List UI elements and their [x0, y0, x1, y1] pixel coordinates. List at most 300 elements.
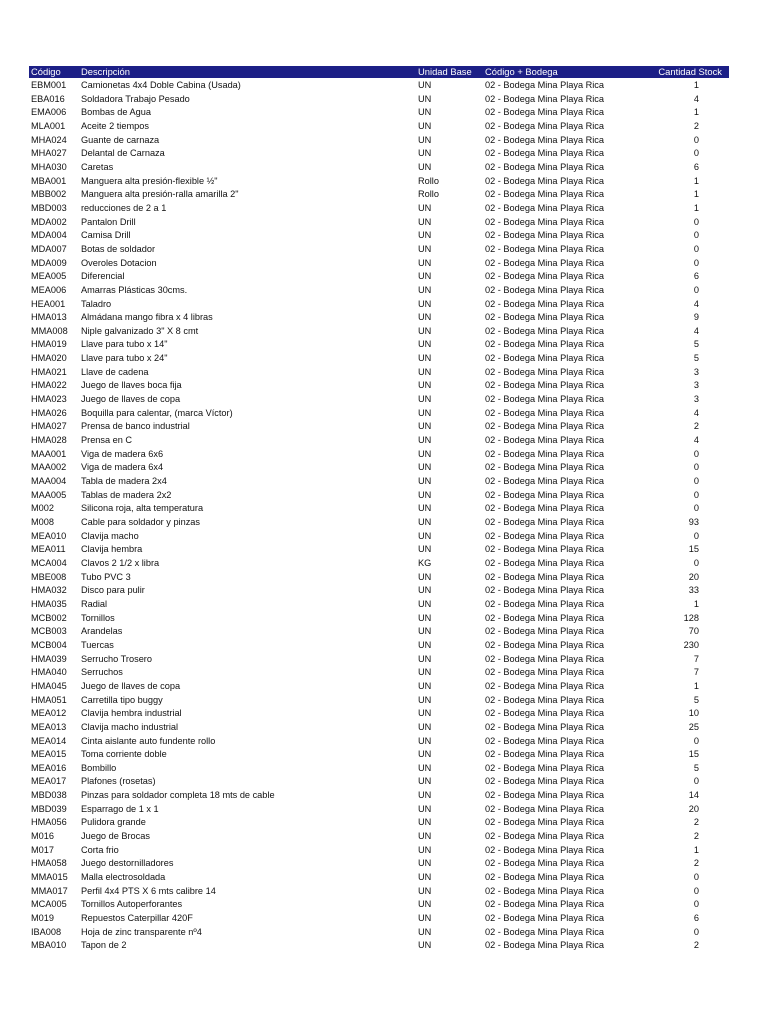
table-row[interactable] — [29, 871, 729, 885]
cell-quantity: 0 — [693, 448, 699, 459]
table-row[interactable] — [29, 270, 729, 284]
cell-warehouse: 02 - Bodega Mina Playa Rica — [485, 626, 604, 637]
cell-description: Repuestos Caterpillar 420F — [81, 913, 193, 924]
cell-quantity: 33 — [688, 585, 699, 596]
table-row[interactable] — [29, 803, 729, 817]
cell-warehouse: 02 - Bodega Mina Playa Rica — [485, 312, 604, 323]
table-row[interactable] — [29, 461, 729, 475]
cell-quantity: 128 — [683, 612, 699, 623]
cell-unit: UN — [418, 298, 432, 309]
cell-warehouse: 02 - Bodega Mina Playa Rica — [485, 257, 604, 268]
cell-code: MMA017 — [31, 885, 68, 896]
cell-unit: UN — [418, 284, 432, 295]
table-row[interactable] — [29, 680, 729, 694]
cell-code: MEA017 — [31, 776, 67, 787]
cell-unit: UN — [418, 312, 432, 323]
cell-quantity: 1 — [693, 80, 699, 90]
cell-unit: Rollo — [418, 189, 439, 200]
table-row[interactable] — [29, 475, 729, 489]
cell-description: Viga de madera 6x6 — [81, 448, 164, 459]
table-header — [29, 66, 729, 78]
table-row[interactable] — [29, 584, 729, 598]
cell-description: Cable para soldador y pinzas — [81, 517, 200, 527]
table-row[interactable] — [29, 175, 729, 189]
cell-unit: UN — [418, 216, 432, 227]
cell-warehouse: 02 - Bodega Mina Playa Rica — [485, 148, 604, 159]
cell-code: MEA014 — [31, 735, 67, 746]
cell-description: Botas de soldador — [81, 243, 156, 254]
cell-unit: UN — [418, 803, 432, 814]
cell-quantity: 1 — [693, 202, 699, 213]
cell-warehouse: 02 - Bodega Mina Playa Rica — [485, 161, 604, 172]
cell-quantity: 0 — [693, 230, 699, 241]
cell-quantity: 2 — [693, 817, 699, 828]
cell-unit: UN — [418, 202, 432, 213]
cell-unit: UN — [418, 899, 432, 910]
cell-unit: UN — [418, 680, 432, 691]
cell-description: Serruchos — [81, 667, 123, 678]
cell-unit: UN — [418, 571, 432, 582]
cell-unit: UN — [418, 421, 432, 432]
cell-quantity: 25 — [688, 721, 699, 732]
cell-code: MAA005 — [31, 489, 67, 500]
cell-description: Tornillos — [81, 612, 115, 623]
cell-warehouse: 02 - Bodega Mina Playa Rica — [485, 284, 604, 295]
cell-description: Juego de llaves de copa — [81, 394, 181, 405]
table-row[interactable] — [29, 639, 729, 653]
cell-code: MHA027 — [31, 148, 67, 159]
cell-warehouse: 02 - Bodega Mina Playa Rica — [485, 544, 604, 555]
cell-quantity: 6 — [693, 271, 699, 282]
table-row[interactable] — [29, 325, 729, 339]
cell-description: Tubo PVC 3 — [81, 571, 131, 582]
cell-quantity: 5 — [693, 762, 699, 773]
cell-quantity: 4 — [693, 93, 699, 104]
cell-warehouse: 02 - Bodega Mina Playa Rica — [485, 844, 604, 855]
cell-warehouse: 02 - Bodega Mina Playa Rica — [485, 776, 604, 787]
cell-unit: UN — [418, 721, 432, 732]
cell-unit: UN — [418, 489, 432, 500]
cell-code: HMA022 — [31, 380, 67, 391]
cell-warehouse: 02 - Bodega Mina Playa Rica — [485, 189, 604, 200]
cell-description: Caretas — [81, 161, 114, 172]
table-row[interactable] — [29, 598, 729, 612]
cell-code: EBA016 — [31, 93, 65, 104]
cell-description: Tabla de madera 2x4 — [81, 476, 167, 487]
cell-quantity: 9 — [693, 312, 699, 323]
cell-code: MAA002 — [31, 462, 67, 473]
cell-unit: UN — [418, 476, 432, 487]
table-row[interactable] — [29, 229, 729, 243]
cell-unit: UN — [418, 926, 432, 937]
table-row[interactable] — [29, 926, 729, 940]
table-row[interactable] — [29, 379, 729, 393]
cell-warehouse: 02 - Bodega Mina Playa Rica — [485, 926, 604, 937]
cell-warehouse: 02 - Bodega Mina Playa Rica — [485, 667, 604, 678]
cell-code: MEA010 — [31, 530, 67, 541]
cell-description: Delantal de Carnaza — [81, 148, 165, 159]
cell-unit: UN — [418, 858, 432, 869]
table-row[interactable] — [29, 79, 729, 93]
table-body — [29, 79, 729, 953]
table-row[interactable] — [29, 338, 729, 352]
cell-code: HMA035 — [31, 598, 67, 609]
cell-code: M017 — [31, 844, 54, 855]
table-row[interactable] — [29, 912, 729, 926]
cell-unit: UN — [418, 243, 432, 254]
table-row[interactable] — [29, 543, 729, 557]
cell-warehouse: 02 - Bodega Mina Playa Rica — [485, 940, 604, 951]
cell-code: MCA005 — [31, 899, 67, 910]
cell-description: Clavos 2 1/2 x libra — [81, 557, 160, 568]
cell-description: Camionetas 4x4 Doble Cabina (Usada) — [81, 80, 241, 90]
cell-description: Hoja de zinc transparente nº4 — [81, 926, 202, 937]
cell-description: Viga de madera 6x4 — [81, 462, 164, 473]
cell-unit: UN — [418, 271, 432, 282]
table-row[interactable] — [29, 939, 729, 953]
cell-code: HMA058 — [31, 858, 67, 869]
cell-description: Tapon de 2 — [81, 940, 127, 951]
cell-quantity: 2 — [693, 831, 699, 842]
inventory-table — [29, 66, 729, 953]
header-quantity[interactable]: Cantidad Stock — [658, 66, 722, 77]
cell-quantity: 0 — [693, 216, 699, 227]
cell-code: HMA019 — [31, 339, 67, 350]
cell-quantity: 20 — [688, 803, 699, 814]
cell-code: HMA056 — [31, 817, 67, 828]
table-row[interactable] — [29, 161, 729, 175]
cell-description: Aceite 2 tiempos — [81, 120, 149, 131]
cell-warehouse: 02 - Bodega Mina Playa Rica — [485, 598, 604, 609]
cell-code: HEA001 — [31, 298, 66, 309]
cell-code: MBD039 — [31, 803, 67, 814]
table-row[interactable] — [29, 134, 729, 148]
cell-description: Malla electrosoldada — [81, 872, 166, 883]
table-row[interactable] — [29, 844, 729, 858]
cell-unit: UN — [418, 585, 432, 596]
cell-unit: UN — [418, 776, 432, 787]
table-row[interactable] — [29, 448, 729, 462]
cell-code: M008 — [31, 517, 54, 527]
cell-code: M016 — [31, 831, 54, 842]
cell-unit: UN — [418, 435, 432, 446]
cell-unit: UN — [418, 366, 432, 377]
cell-unit: UN — [418, 762, 432, 773]
table-row[interactable] — [29, 762, 729, 776]
table-row[interactable] — [29, 93, 729, 107]
table-row[interactable] — [29, 489, 729, 503]
table-row[interactable] — [29, 735, 729, 749]
cell-code: MBE008 — [31, 571, 67, 582]
cell-quantity: 3 — [693, 366, 699, 377]
table-row[interactable] — [29, 243, 729, 257]
cell-unit: UN — [418, 325, 432, 336]
cell-warehouse: 02 - Bodega Mina Playa Rica — [485, 448, 604, 459]
cell-code: MCB002 — [31, 612, 67, 623]
cell-code: HMA040 — [31, 667, 67, 678]
cell-warehouse: 02 - Bodega Mina Playa Rica — [485, 585, 604, 596]
header-unit[interactable]: Unidad Base — [418, 66, 472, 77]
cell-warehouse: 02 - Bodega Mina Playa Rica — [485, 803, 604, 814]
cell-warehouse: 02 - Bodega Mina Playa Rica — [485, 134, 604, 145]
cell-warehouse: 02 - Bodega Mina Playa Rica — [485, 557, 604, 568]
cell-code: HMA026 — [31, 407, 67, 418]
cell-description: Boquilla para calentar, (marca Víctor) — [81, 407, 233, 418]
cell-description: Clavija hembra industrial — [81, 708, 182, 719]
cell-description: Tuercas — [81, 639, 114, 650]
cell-code: HMA032 — [31, 585, 67, 596]
cell-warehouse: 02 - Bodega Mina Playa Rica — [485, 230, 604, 241]
table-row[interactable] — [29, 789, 729, 803]
cell-description: Plafones (rosetas) — [81, 776, 156, 787]
cell-warehouse: 02 - Bodega Mina Playa Rica — [485, 353, 604, 364]
cell-description: Silicona roja, alta temperatura — [81, 503, 204, 514]
cell-code: MCB004 — [31, 639, 67, 650]
table-row[interactable] — [29, 666, 729, 680]
table-row[interactable] — [29, 830, 729, 844]
cell-warehouse: 02 - Bodega Mina Playa Rica — [485, 476, 604, 487]
cell-quantity: 0 — [693, 926, 699, 937]
cell-code: MMA008 — [31, 325, 68, 336]
cell-code: HMA021 — [31, 366, 67, 377]
cell-description: Corta frio — [81, 844, 119, 855]
table-row[interactable] — [29, 571, 729, 585]
cell-unit: UN — [418, 257, 432, 268]
cell-unit: UN — [418, 626, 432, 637]
cell-code: HMA020 — [31, 353, 67, 364]
cell-quantity: 4 — [693, 407, 699, 418]
cell-quantity: 1 — [693, 680, 699, 691]
cell-unit: UN — [418, 831, 432, 842]
cell-warehouse: 02 - Bodega Mina Playa Rica — [485, 571, 604, 582]
cell-description: Manguera alta presión-flexible ½" — [81, 175, 218, 186]
cell-quantity: 3 — [693, 380, 699, 391]
cell-warehouse: 02 - Bodega Mina Playa Rica — [485, 93, 604, 104]
cell-code: MDA004 — [31, 230, 67, 241]
cell-code: MBB002 — [31, 189, 67, 200]
cell-unit: UN — [418, 107, 432, 118]
table-row[interactable] — [29, 216, 729, 230]
cell-description: Prensa en C — [81, 435, 133, 446]
cell-quantity: 2 — [693, 120, 699, 131]
cell-unit: UN — [418, 120, 432, 131]
table-row[interactable] — [29, 407, 729, 421]
cell-description: Bombillo — [81, 762, 117, 773]
cell-unit: UN — [418, 817, 432, 828]
cell-description: Arandelas — [81, 626, 123, 637]
cell-description: Pantalon Drill — [81, 216, 136, 227]
cell-description: Clavija macho industrial — [81, 721, 179, 732]
cell-warehouse: 02 - Bodega Mina Playa Rica — [485, 612, 604, 623]
cell-description: Bombas de Agua — [81, 107, 151, 118]
cell-unit: UN — [418, 462, 432, 473]
cell-unit: UN — [418, 639, 432, 650]
cell-warehouse: 02 - Bodega Mina Playa Rica — [485, 325, 604, 336]
table-row[interactable] — [29, 885, 729, 899]
cell-code: MDA009 — [31, 257, 67, 268]
cell-description: Camisa Drill — [81, 230, 131, 241]
table-row[interactable] — [29, 721, 729, 735]
cell-description: Llave para tubo x 24" — [81, 353, 168, 364]
table-row[interactable] — [29, 120, 729, 134]
cell-unit: UN — [418, 530, 432, 541]
table-row[interactable] — [29, 352, 729, 366]
cell-warehouse: 02 - Bodega Mina Playa Rica — [485, 107, 604, 118]
table-row[interactable] — [29, 298, 729, 312]
cell-code: IBA008 — [31, 926, 62, 937]
cell-description: Pinzas para soldador completa 18 mts de cable — [81, 790, 275, 801]
cell-code: MMA015 — [31, 872, 68, 883]
cell-quantity: 0 — [693, 284, 699, 295]
cell-warehouse: 02 - Bodega Mina Playa Rica — [485, 694, 604, 705]
cell-quantity: 1 — [693, 189, 699, 200]
cell-quantity: 0 — [693, 489, 699, 500]
cell-warehouse: 02 - Bodega Mina Playa Rica — [485, 216, 604, 227]
cell-code: MCA004 — [31, 557, 67, 568]
table-row[interactable] — [29, 625, 729, 639]
cell-warehouse: 02 - Bodega Mina Playa Rica — [485, 721, 604, 732]
cell-warehouse: 02 - Bodega Mina Playa Rica — [485, 271, 604, 282]
cell-warehouse: 02 - Bodega Mina Playa Rica — [485, 639, 604, 650]
cell-quantity: 70 — [688, 626, 699, 637]
table-row[interactable] — [29, 311, 729, 325]
header-warehouse[interactable]: Código + Bodega — [485, 66, 558, 77]
table-row[interactable] — [29, 257, 729, 271]
table-row[interactable] — [29, 898, 729, 912]
cell-quantity: 7 — [693, 653, 699, 664]
cell-warehouse: 02 - Bodega Mina Playa Rica — [485, 872, 604, 883]
cell-unit: UN — [418, 394, 432, 405]
table-row[interactable] — [29, 420, 729, 434]
cell-quantity: 0 — [693, 776, 699, 787]
cell-quantity: 15 — [688, 544, 699, 555]
cell-quantity: 0 — [693, 148, 699, 159]
cell-unit: UN — [418, 694, 432, 705]
cell-description: Cinta aislante auto fundente rollo — [81, 735, 216, 746]
cell-warehouse: 02 - Bodega Mina Playa Rica — [485, 435, 604, 446]
cell-warehouse: 02 - Bodega Mina Playa Rica — [485, 858, 604, 869]
cell-quantity: 2 — [693, 858, 699, 869]
cell-description: Tablas de madera 2x2 — [81, 489, 172, 500]
table-row[interactable] — [29, 434, 729, 448]
table-row[interactable] — [29, 393, 729, 407]
cell-unit: UN — [418, 503, 432, 514]
table-row[interactable] — [29, 653, 729, 667]
cell-description: Juego de llaves de copa — [81, 680, 181, 691]
header-code[interactable]: Código — [31, 66, 61, 77]
cell-quantity: 20 — [688, 571, 699, 582]
cell-quantity: 0 — [693, 735, 699, 746]
cell-description: Perfil 4x4 PTS X 6 mts calibre 14 — [81, 885, 216, 896]
cell-unit: UN — [418, 653, 432, 664]
cell-quantity: 10 — [688, 708, 699, 719]
table-row[interactable] — [29, 530, 729, 544]
cell-warehouse: 02 - Bodega Mina Playa Rica — [485, 503, 604, 514]
cell-code: MEA012 — [31, 708, 67, 719]
cell-warehouse: 02 - Bodega Mina Playa Rica — [485, 407, 604, 418]
cell-quantity: 1 — [693, 844, 699, 855]
cell-unit: UN — [418, 80, 432, 90]
cell-unit: UN — [418, 749, 432, 760]
cell-code: EMA006 — [31, 107, 67, 118]
table-row[interactable] — [29, 557, 729, 571]
cell-warehouse: 02 - Bodega Mina Playa Rica — [485, 708, 604, 719]
cell-code: M019 — [31, 913, 54, 924]
cell-unit: UN — [418, 872, 432, 883]
cell-unit: UN — [418, 161, 432, 172]
cell-quantity: 5 — [693, 353, 699, 364]
cell-unit: UN — [418, 148, 432, 159]
table-row[interactable] — [29, 612, 729, 626]
cell-quantity: 2 — [693, 421, 699, 432]
table-row[interactable] — [29, 816, 729, 830]
table-row[interactable] — [29, 694, 729, 708]
cell-description: Juego de Brocas — [81, 831, 150, 842]
cell-quantity: 2 — [693, 940, 699, 951]
cell-code: HMA045 — [31, 680, 67, 691]
cell-unit: UN — [418, 517, 432, 527]
table-row[interactable] — [29, 202, 729, 216]
table-row[interactable] — [29, 106, 729, 120]
cell-code: HMA027 — [31, 421, 67, 432]
cell-quantity: 0 — [693, 243, 699, 254]
cell-warehouse: 02 - Bodega Mina Playa Rica — [485, 790, 604, 801]
table-row[interactable] — [29, 284, 729, 298]
cell-quantity: 0 — [693, 257, 699, 268]
cell-description: Carretilla tipo buggy — [81, 694, 163, 705]
cell-warehouse: 02 - Bodega Mina Playa Rica — [485, 749, 604, 760]
cell-unit: UN — [418, 598, 432, 609]
cell-warehouse: 02 - Bodega Mina Playa Rica — [485, 680, 604, 691]
cell-description: Pulidora grande — [81, 817, 146, 828]
cell-code: MCB003 — [31, 626, 67, 637]
cell-unit: UN — [418, 93, 432, 104]
cell-quantity: 0 — [693, 503, 699, 514]
cell-quantity: 1 — [693, 598, 699, 609]
table-row[interactable] — [29, 748, 729, 762]
header-description[interactable]: Descripción — [81, 66, 130, 77]
table-row[interactable] — [29, 775, 729, 789]
cell-quantity: 15 — [688, 749, 699, 760]
table-row[interactable] — [29, 147, 729, 161]
table-row[interactable] — [29, 188, 729, 202]
cell-quantity: 0 — [693, 134, 699, 145]
cell-code: MEA006 — [31, 284, 67, 295]
cell-quantity: 5 — [693, 694, 699, 705]
cell-warehouse: 02 - Bodega Mina Playa Rica — [485, 175, 604, 186]
cell-unit: UN — [418, 667, 432, 678]
cell-description: Esparrago de 1 x 1 — [81, 803, 159, 814]
cell-code: HMA013 — [31, 312, 67, 323]
table-row[interactable] — [29, 366, 729, 380]
table-row[interactable] — [29, 502, 729, 516]
cell-code: MAA004 — [31, 476, 67, 487]
cell-unit: Rollo — [418, 175, 439, 186]
cell-code: MDA002 — [31, 216, 67, 227]
table-row[interactable] — [29, 857, 729, 871]
table-row[interactable] — [29, 516, 729, 530]
cell-description: Llave de cadena — [81, 366, 149, 377]
cell-warehouse: 02 - Bodega Mina Playa Rica — [485, 394, 604, 405]
cell-warehouse: 02 - Bodega Mina Playa Rica — [485, 243, 604, 254]
cell-description: Toma corriente doble — [81, 749, 167, 760]
table-row[interactable] — [29, 707, 729, 721]
cell-description: reducciones de 2 a 1 — [81, 202, 167, 213]
cell-warehouse: 02 - Bodega Mina Playa Rica — [485, 530, 604, 541]
cell-warehouse: 02 - Bodega Mina Playa Rica — [485, 885, 604, 896]
cell-quantity: 0 — [693, 530, 699, 541]
cell-code: MHA030 — [31, 161, 67, 172]
